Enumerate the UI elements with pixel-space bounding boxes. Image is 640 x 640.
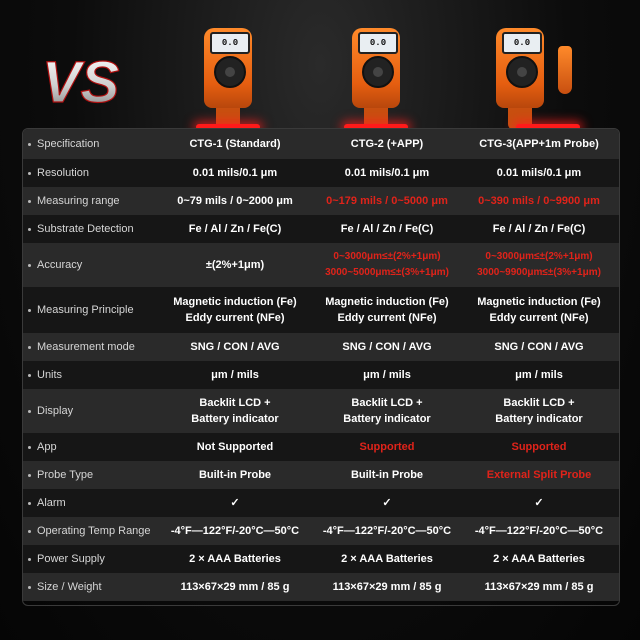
row-label: Units	[23, 369, 155, 381]
value-cell-ctg1	[155, 579, 315, 595]
value-cell-ctg2	[315, 395, 459, 427]
row-label: Display	[23, 405, 155, 417]
value-cell-ctg3	[459, 249, 619, 281]
value-cell-ctg3	[459, 551, 619, 567]
table-row	[23, 433, 619, 461]
value-cell-ctg1	[155, 193, 315, 209]
value-line: Fe / Al / Zn / Fe(C)	[340, 223, 434, 235]
value-line: μm / mils	[363, 369, 411, 381]
value-cell-ctg2	[315, 439, 459, 455]
value-line: 113×67×29 mm / 85 g	[332, 581, 442, 593]
value-cell-ctg1	[155, 339, 315, 355]
row-label: Power Supply	[23, 553, 155, 565]
value-cell-ctg3	[459, 367, 619, 383]
value-cell-ctg3	[459, 579, 619, 595]
value-cell-ctg3	[459, 495, 619, 511]
value-line: 3000~5000μm≤±(3%+1μm)	[325, 267, 449, 278]
value-cell-ctg2	[315, 339, 459, 355]
value-cell-ctg3	[459, 221, 619, 237]
row-label: Substrate Detection	[23, 223, 155, 235]
value-cell-ctg3	[459, 339, 619, 355]
value-line: ±(2%+1μm)	[205, 259, 265, 271]
hero-banner	[0, 0, 640, 128]
value-cell-ctg2	[315, 495, 459, 511]
table-row	[23, 489, 619, 517]
table-row	[23, 389, 619, 433]
value-cell-ctg2	[315, 467, 459, 483]
value-line: 3000~9900μm≤±(3%+1μm)	[477, 267, 601, 278]
table-row	[23, 243, 619, 287]
column-header-ctg2: CTG-2 (+APP)	[350, 138, 424, 150]
device-screen: 0.0	[358, 32, 398, 54]
row-label: Resolution	[23, 167, 155, 179]
value-line: Eddy current (NFe)	[489, 312, 589, 324]
value-line: Magnetic induction (Fe)	[173, 296, 297, 308]
device-screen: 0.0	[210, 32, 250, 54]
value-line: Magnetic induction (Fe)	[477, 296, 601, 308]
value-line: Backlit LCD +	[199, 397, 271, 409]
value-cell-ctg1	[155, 165, 315, 181]
value-line: External Split Probe	[486, 469, 592, 481]
value-cell-ctg2	[315, 165, 459, 181]
vs-logo	[40, 52, 158, 110]
value-line: Built-in Probe	[350, 469, 424, 481]
value-cell-ctg2	[315, 294, 459, 326]
row-label: Probe Type	[23, 469, 155, 481]
table-row	[23, 287, 619, 333]
row-label: Size / Weight	[23, 581, 155, 593]
value-line: -4°F—122°F/-20°C—50°C	[170, 525, 300, 537]
table-row	[23, 159, 619, 187]
device-screen: 0.0	[502, 32, 542, 54]
value-cell-ctg1	[155, 367, 315, 383]
table-row	[23, 187, 619, 215]
column-header-ctg1: CTG-1 (Standard)	[189, 138, 281, 150]
value-line: 0.01 mils/0.1 μm	[192, 167, 278, 179]
value-cell-ctg3	[459, 294, 619, 326]
value-line: SNG / CON / AVG	[494, 341, 584, 353]
value-cell-ctg3	[459, 467, 619, 483]
value-cell-ctg1	[155, 439, 315, 455]
value-cell-ctg2	[315, 221, 459, 237]
value-line: Backlit LCD +	[351, 397, 423, 409]
value-line: 113×67×29 mm / 85 g	[484, 581, 594, 593]
table-row	[23, 517, 619, 545]
external-probe	[558, 46, 572, 94]
value-line: Magnetic induction (Fe)	[325, 296, 449, 308]
value-line: 0~3000μm≤±(2%+1μm)	[485, 251, 593, 262]
value-line: 0~390 mils / 0~9900 μm	[478, 195, 600, 207]
device-keypad	[506, 56, 538, 88]
value-cell-ctg1	[155, 395, 315, 427]
value-cell-ctg3	[459, 193, 619, 209]
value-line: Eddy current (NFe)	[185, 312, 285, 324]
table-row	[23, 461, 619, 489]
value-line: 2 × AAA Batteries	[341, 553, 433, 565]
value-cell-ctg2	[315, 523, 459, 539]
table-row	[23, 545, 619, 573]
value-cell-ctg1	[155, 221, 315, 237]
value-cell-ctg1	[155, 294, 315, 326]
value-line: ✓	[534, 497, 544, 509]
value-cell-ctg2	[315, 193, 459, 209]
value-line: Battery indicator	[343, 413, 431, 425]
value-line: μm / mils	[515, 369, 563, 381]
value-cell-ctg3	[459, 395, 619, 427]
value-cell-ctg1	[155, 467, 315, 483]
value-line: 0~3000μm≤±(2%+1μm)	[333, 251, 441, 262]
table-row	[23, 361, 619, 389]
value-cell-ctg2	[315, 249, 459, 281]
row-label: Accuracy	[23, 259, 155, 271]
value-line: 2 × AAA Batteries	[189, 553, 281, 565]
value-line: Supported	[511, 441, 567, 453]
value-line: ✓	[382, 497, 392, 509]
row-label: Alarm	[23, 497, 155, 509]
value-line: 0.01 mils/0.1 μm	[344, 167, 430, 179]
value-line: Eddy current (NFe)	[337, 312, 437, 324]
value-cell-ctg3	[459, 523, 619, 539]
device-keypad	[362, 56, 394, 88]
value-cell-ctg3	[459, 439, 619, 455]
value-line: 0.01 mils/0.1 μm	[496, 167, 582, 179]
device-keypad	[214, 56, 246, 88]
table-row	[23, 573, 619, 601]
value-line: Supported	[359, 441, 415, 453]
value-cell-ctg1	[155, 495, 315, 511]
value-line: -4°F—122°F/-20°C—50°C	[322, 525, 452, 537]
value-line: SNG / CON / AVG	[190, 341, 280, 353]
table-row	[23, 333, 619, 361]
value-line: Battery indicator	[191, 413, 279, 425]
row-label: Measurement mode	[23, 341, 155, 353]
row-label: App	[23, 441, 155, 453]
value-line: Backlit LCD +	[503, 397, 575, 409]
value-line: Built-in Probe	[198, 469, 272, 481]
value-cell-ctg2	[315, 367, 459, 383]
value-cell-ctg1	[155, 523, 315, 539]
value-line: Not Supported	[196, 441, 274, 453]
value-cell-ctg3	[459, 165, 619, 181]
value-line: ✓	[230, 497, 240, 509]
value-line: Fe / Al / Zn / Fe(C)	[492, 223, 586, 235]
value-line: 2 × AAA Batteries	[493, 553, 585, 565]
header-label: Specification	[23, 138, 155, 150]
value-cell-ctg2	[315, 551, 459, 567]
value-cell-ctg1	[155, 257, 315, 273]
value-line: Fe / Al / Zn / Fe(C)	[188, 223, 282, 235]
value-cell-ctg2	[315, 579, 459, 595]
value-line: SNG / CON / AVG	[342, 341, 432, 353]
row-label: Measuring range	[23, 195, 155, 207]
value-line: -4°F—122°F/-20°C—50°C	[474, 525, 604, 537]
value-line: μm / mils	[211, 369, 259, 381]
value-cell-ctg1	[155, 551, 315, 567]
table-row	[23, 215, 619, 243]
table-header-row	[23, 129, 619, 159]
vs-text: VS	[42, 52, 120, 110]
value-line: Battery indicator	[495, 413, 583, 425]
value-line: 0~79 mils / 0~2000 μm	[177, 195, 293, 207]
column-header-ctg3: CTG-3(APP+1m Probe)	[479, 138, 599, 150]
row-label: Measuring Principle	[23, 304, 155, 316]
spec-comparison-table	[22, 128, 620, 606]
value-line: 113×67×29 mm / 85 g	[180, 581, 290, 593]
row-label: Operating Temp Range	[23, 525, 155, 537]
value-line: 0~179 mils / 0~5000 μm	[326, 195, 448, 207]
